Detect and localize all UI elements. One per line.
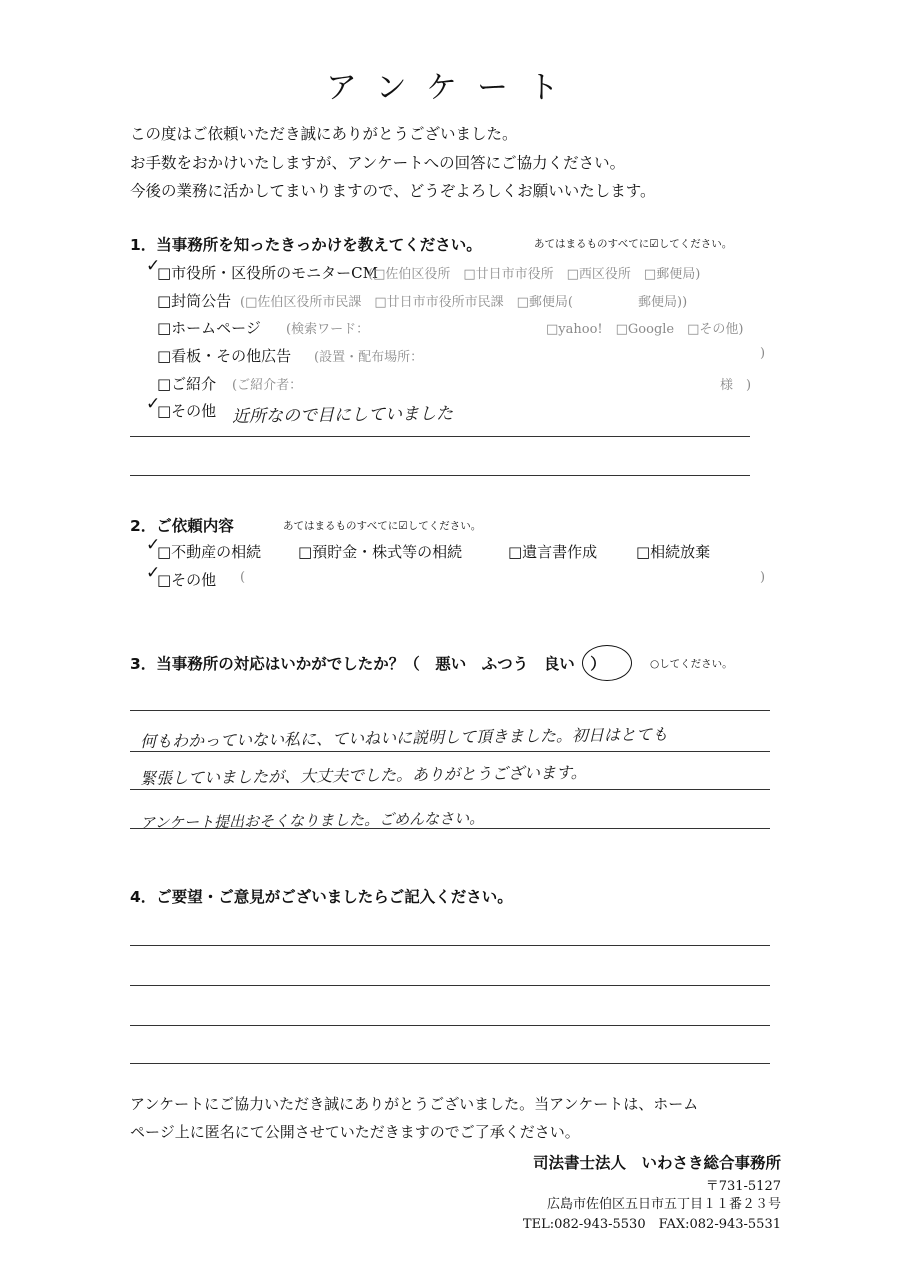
q4-answer-line-3 [130, 1025, 770, 1026]
q1-option-cm-sub: (□佐伯区役所 □廿日市市役所 □西区役所 □郵便局) [368, 267, 701, 282]
q1-handwritten-answer: 近所なので目にしていました [231, 403, 454, 427]
survey-title: アンケート [325, 70, 580, 106]
q1-option-signboard-close: ) [760, 346, 766, 361]
q3-selected-circle [582, 645, 632, 681]
q1-option-referral[interactable]: □ご紹介 [157, 375, 217, 393]
q2-option-other[interactable]: □その他 [157, 571, 217, 589]
q1-cm-checkmark: ✓ [146, 256, 161, 276]
q2-realestate-checkmark: ✓ [146, 535, 161, 555]
q1-note: あてはまるものすべてに☑してください。 [534, 238, 733, 250]
q1-option-signboard[interactable]: □看板・その他広告 [157, 347, 292, 365]
q3-answer-line-4 [130, 828, 770, 829]
q3-handwritten-line-1: 何もわかっていない私に、ていねいに説明して頂きました。初日はとても [139, 724, 669, 751]
footer-contact: TEL:082-943-5530 FAX:082-943-5531 [522, 1217, 781, 1232]
intro-line-2: お手数をおかけいたしますが、アンケートへの回答にご協力ください。 [130, 154, 626, 172]
q1-option-cm[interactable]: □市役所・区役所のモニターCM [157, 264, 379, 282]
footer-address: 広島市佐伯区五日市五丁目１１番２３号 [546, 1197, 781, 1212]
q1-option-homepage-engines: □yahoo! □Google □その他) [546, 322, 744, 337]
q2-option-real-estate[interactable]: □不動産の相続 [157, 543, 262, 561]
intro-line-3: 今後の業務に活かしてまいりますので、どうぞよろしくお願いいたします。 [130, 182, 656, 200]
q1-option-other[interactable]: □その他 [157, 402, 217, 420]
footer-postal: 〒731-5127 [705, 1179, 781, 1194]
q4-answer-line-1 [130, 945, 770, 946]
q1-option-referral-sub: (ご紹介者： [232, 378, 303, 393]
q1-heading: 1．当事務所を知ったきっかけを教えてください。 [130, 236, 482, 254]
q2-note: あてはまるものすべてに☑してください。 [283, 520, 482, 532]
footer-thanks-1: アンケートにご協力いただき誠にありがとうございました。当アンケートは、ホーム [130, 1095, 699, 1113]
q4-heading: 4．ご要望・ご意見がございましたらご記入ください。 [130, 888, 513, 906]
q3-answer-line-3 [130, 789, 770, 790]
q4-answer-line-4 [130, 1063, 770, 1064]
q1-answer-line-2 [130, 475, 750, 476]
q2-option-will[interactable]: □遺言書作成 [508, 543, 598, 561]
q1-answer-line-1 [130, 436, 750, 437]
q1-other-checkmark: ✓ [146, 394, 161, 414]
q2-other-paren-open: ( [240, 570, 246, 585]
q3-answer-line-1 [130, 710, 770, 711]
footer-thanks-2: ページ上に匿名にて公開させていただきますのでご了承ください。 [130, 1123, 580, 1141]
q2-option-savings[interactable]: □預貯金・株式等の相続 [298, 543, 463, 561]
q2-option-renounce[interactable]: □相続放棄 [636, 543, 711, 561]
intro-line-1: この度はご依頼いただき誠にありがとうございました。 [130, 125, 518, 143]
q1-option-flyer[interactable]: □封筒公告 [157, 292, 232, 310]
q2-other-paren-close: ) [760, 570, 766, 585]
q1-option-signboard-sub: (設置・配布場所： [314, 350, 424, 365]
q2-heading: 2．ご依頼内容 [130, 517, 234, 535]
q3-answer-line-2 [130, 751, 770, 752]
q1-option-flyer-sub: (□佐伯区役所市民課 □廿日市市役所市民課 □郵便局( 郵便局)) [240, 295, 688, 310]
footer-org-name: 司法書士法人 いわさき総合事務所 [532, 1154, 781, 1172]
q1-option-homepage[interactable]: □ホームページ [157, 319, 261, 337]
q4-answer-line-2 [130, 985, 770, 986]
q3-note: ○してください。 [650, 658, 733, 670]
q2-other-checkmark: ✓ [146, 563, 161, 583]
q1-option-homepage-sub: (検索ワード： [286, 322, 370, 337]
q3-handwritten-line-2: 緊張していましたが、大丈夫でした。ありがとうございます。 [139, 762, 587, 788]
q3-heading: 3．当事務所の対応はいかがでしたか？（ 悪い ふつう 良い ） [130, 655, 606, 673]
q1-option-referral-sama: 様 ) [720, 378, 752, 393]
q3-handwritten-line-3: アンケート提出おそくなりました。ごめんなさい。 [139, 809, 485, 832]
